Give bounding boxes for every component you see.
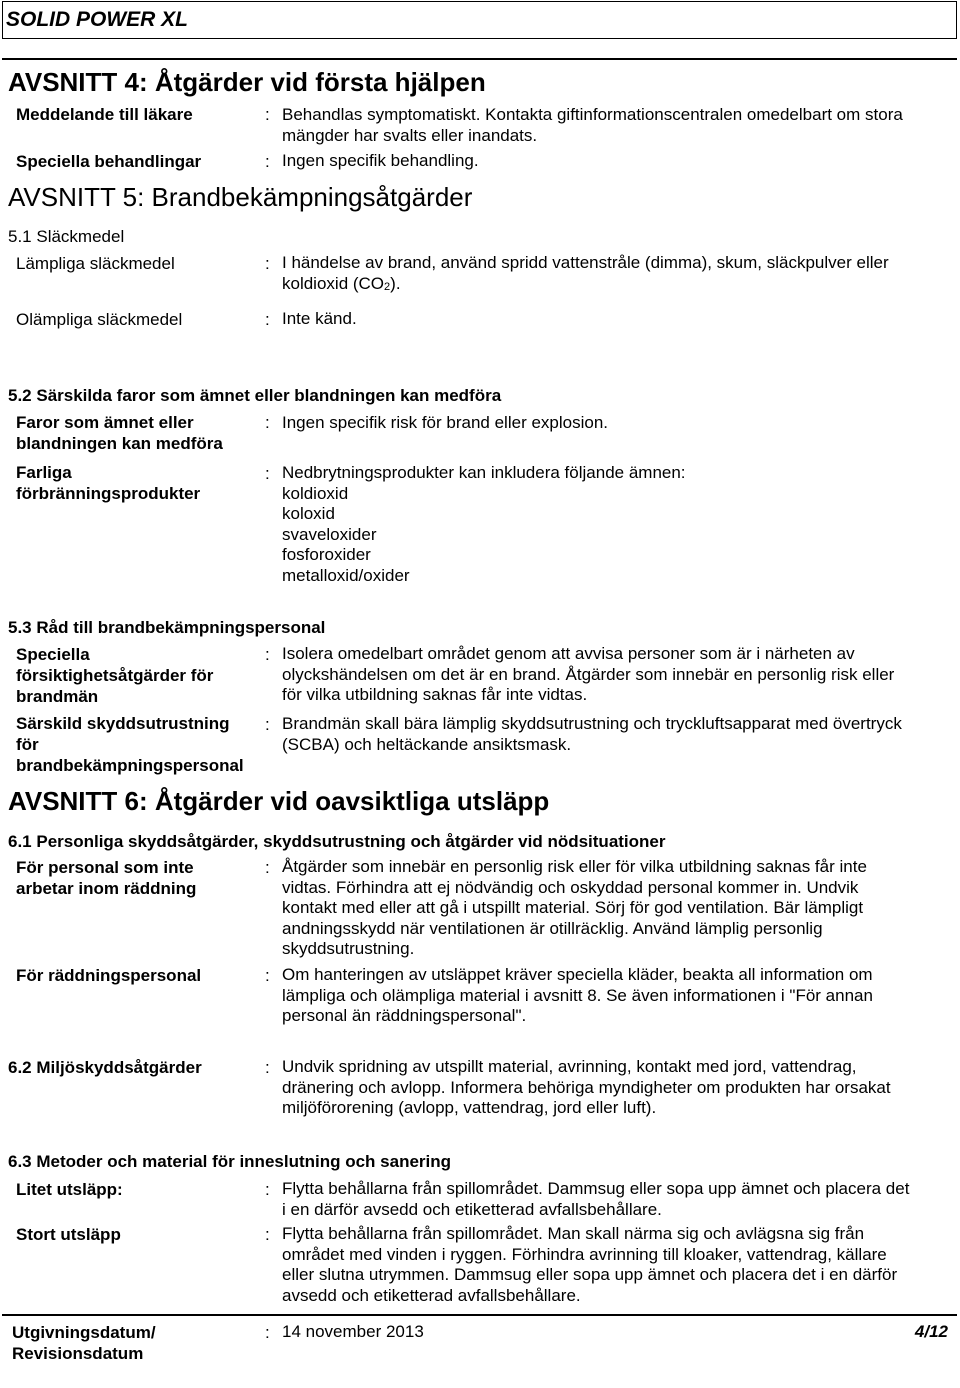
label-issue-date: Utgivningsdatum/ Revisionsdatum <box>12 1323 156 1363</box>
subsection-5-1-title: 5.1 Släckmedel <box>8 227 125 246</box>
colon: : <box>265 1058 270 1077</box>
value-emergency-responders: Om hanteringen av utsläppet kräver speciella kläder, beakta all information om lämpliga och olämpliga material i avsnitt 8. Se även informationen i "För annan personal än räddningspersonal". <box>282 965 873 1025</box>
value-issue-date: 14 november 2013 <box>282 1322 424 1341</box>
value-large-spill: Flytta behållarna från spillområdet. Man skall närma sig och avlägsna sig från området med vinden i ryggen. Förhindra avrinning till kloaker, vattendrag, källare eller slutna utrymmen. Dammsug eller sopa upp ämnet och placera det i en därför avsedd och etiketterad avfallsbehållare. <box>282 1224 898 1305</box>
colon: : <box>265 966 270 985</box>
value-small-spill: Flytta behållarna från spillområdet. Dammsug eller sopa upp ämnet och placera det i en därför avsedd och etiketterad avfallsbehållare. <box>282 1179 910 1219</box>
value-suitable-media: I händelse av brand, använd spridd vattenstråle (dimma), skum, släckpulver eller koldioxid $(CO_2)$. <box>282 253 889 293</box>
label-special-treatments: Speciella behandlingar <box>16 152 202 171</box>
value-specific-hazards: Ingen specifik risk för brand eller explosion. <box>282 413 608 432</box>
page-number: 4/12 <box>914 1322 948 1341</box>
value-combustion-products: Nedbrytningsprodukter kan inkludera följande ämnen: koldioxid koloxid svaveloxider fosforoxider metalloxid/oxider <box>282 463 686 585</box>
section-4-header <box>2 58 957 102</box>
value-special-treatments: Ingen specifik behandling. <box>282 151 479 170</box>
colon: : <box>265 413 270 432</box>
subsection-6-3-title: 6.3 Metoder och material för inneslutning och sanering <box>8 1152 452 1171</box>
colon: : <box>265 715 270 734</box>
colon: : <box>265 254 270 273</box>
colon: : <box>265 152 270 171</box>
label-firefighter-equipment: Särskild skyddsutrustning för brandbekämpningspersonal <box>16 714 244 775</box>
section-6-title: AVSNITT 6: Åtgärder vid oavsiktliga utsläpp <box>8 786 550 816</box>
label-small-spill: Litet utsläpp: <box>16 1180 123 1199</box>
value-unsuitable-media: Inte känd. <box>282 309 357 328</box>
label-note-to-physician: Meddelande till läkare <box>16 105 193 124</box>
colon: : <box>265 310 270 329</box>
colon: : <box>265 1180 270 1199</box>
label-emergency-responders: För räddningspersonal <box>16 966 202 985</box>
label-specific-hazards: Faror som ämnet eller blandningen kan medföra <box>16 413 223 453</box>
value-environmental-precautions: Undvik spridning av utspillt material, avrinning, kontakt med jord, vattendrag, dränering och avlopp. Informera behöriga myndigheter om produkten har orsakat miljöförorening (avlopp, vattendrag, jord eller luft). <box>282 1057 891 1117</box>
label-large-spill: Stort utsläpp <box>16 1225 121 1244</box>
colon: : <box>265 1323 270 1342</box>
subsection-6-1-title: 6.1 Personliga skyddsåtgärder, skyddsutrustning och åtgärder vid nödsituationer <box>8 832 666 851</box>
product-name: SOLID POWER XL <box>6 8 189 31</box>
colon: : <box>265 1225 270 1244</box>
label-combustion-products: Farliga förbränningsprodukter <box>16 463 201 503</box>
colon: : <box>265 645 270 664</box>
section-4-title: AVSNITT 4: Åtgärder vid första hjälpen <box>8 67 486 97</box>
subsection-6-2-title: 6.2 Miljöskyddsåtgärder <box>8 1058 202 1077</box>
colon: : <box>265 858 270 877</box>
colon: : <box>265 464 270 483</box>
value-firefighter-precautions: Isolera omedelbart området genom att avvisa personer som är i närheten av olyckshändelsen om det är en brand. Åtgärder som innebär en personlig risk eller för vilka utbildning saknas får inte vidtas. <box>282 644 895 704</box>
label-firefighter-precautions: Speciella försiktighetsåtgärder för brandmän <box>16 645 214 706</box>
value-firefighter-equipment: Brandmän skall bära lämplig skyddsutrustning och tryckluftsapparat med övertryck (SCBA) och heltäckande ansiktsmask. <box>282 714 902 754</box>
label-unsuitable-media: Olämpliga släckmedel <box>16 310 183 329</box>
label-non-emergency-personnel: För personal som inte arbetar inom räddning <box>16 858 197 898</box>
value-note-to-physician: Behandlas symptomatiskt. Kontakta giftinformationscentralen omedelbart om stora mängder har svalts eller inandats. <box>282 105 903 145</box>
label-suitable-media: Lämpliga släckmedel <box>16 254 175 273</box>
value-non-emergency-personnel: Åtgärder som innebär en personlig risk eller för vilka utbildning saknas får inte vidtas. Förhindra att ej nödvändig och oskyddad personal kommer in. Undvik kontakt med eller att gå i utspillt material. Sörj för god ventilation. Bär lämpligt andningsskydd när ventilationen är otillräcklig. Använd lämplig personlig skyddsutrustning. <box>282 857 867 958</box>
subsection-5-2-title: 5.2 Särskilda faror som ämnet eller blandningen kan medföra <box>8 386 502 405</box>
subsection-5-3-title: 5.3 Råd till brandbekämpningspersonal <box>8 618 326 637</box>
section-5-title: AVSNITT 5: Brandbekämpningsåtgärder <box>8 182 473 212</box>
colon: : <box>265 105 270 124</box>
